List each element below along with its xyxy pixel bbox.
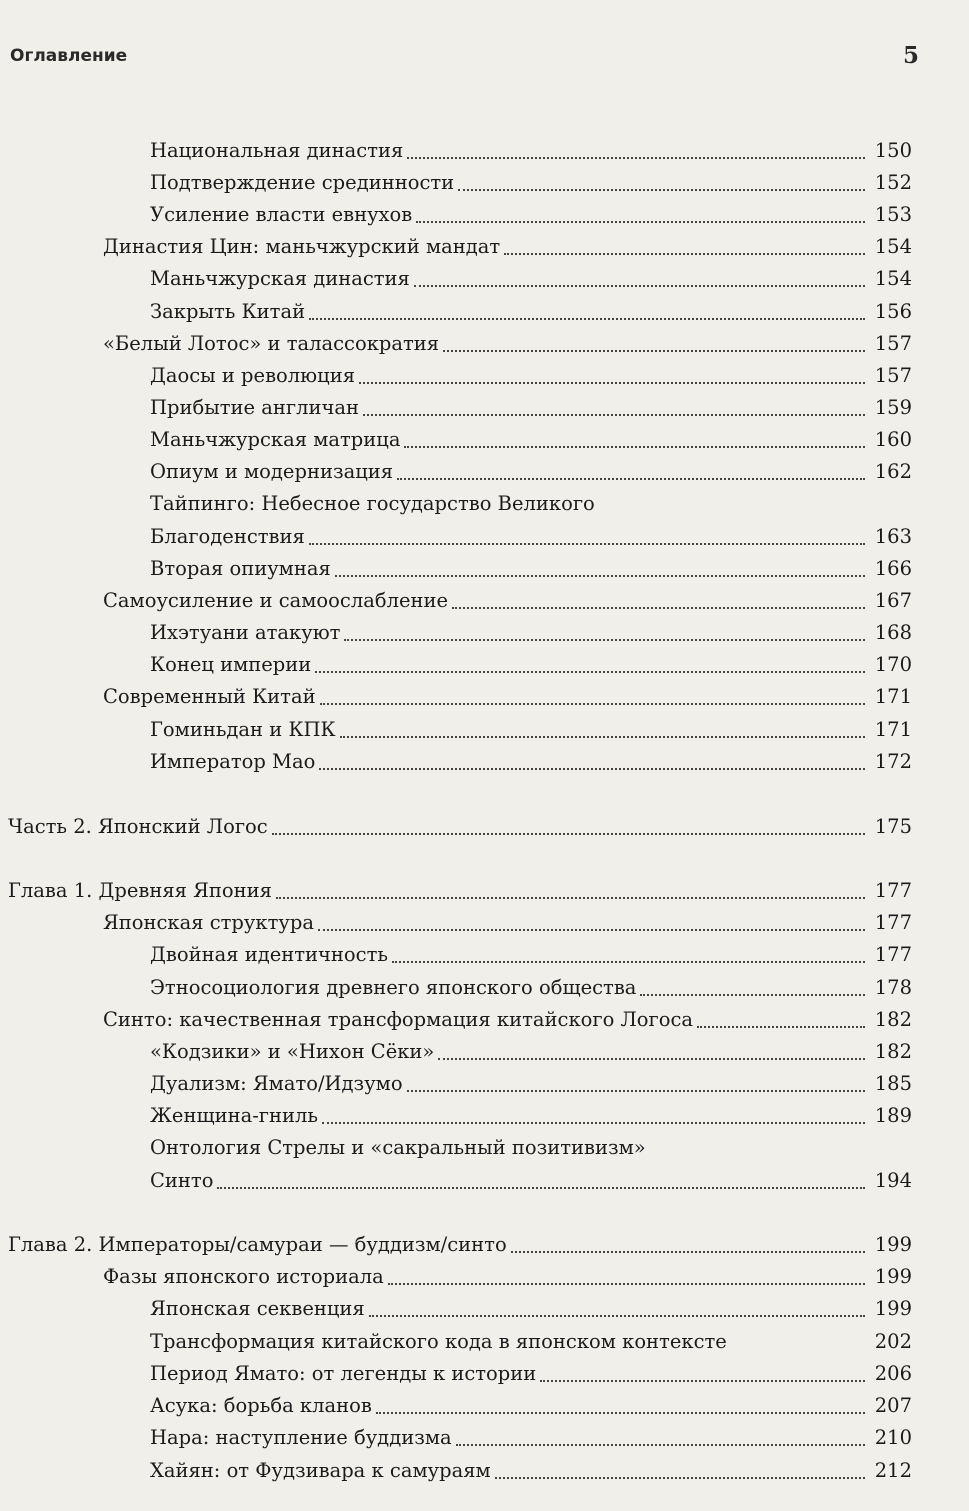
dot-leader <box>335 575 865 577</box>
toc-entry <box>0 1260 912 1294</box>
dot-leader <box>414 285 865 287</box>
toc-entry <box>0 359 912 393</box>
toc-entry <box>0 391 912 425</box>
dot-leader <box>397 478 865 480</box>
dot-leader <box>392 961 865 963</box>
toc-entry <box>0 971 912 1005</box>
dot-leader <box>344 639 865 641</box>
dot-leader <box>452 607 865 609</box>
toc-entry-page: 202 <box>869 1325 912 1359</box>
toc-entry-title: Тайпинго: Небесное государство Великого <box>150 492 595 515</box>
toc-entry-title: Современный Китай <box>103 680 318 714</box>
toc-entry-title: Часть 2. Японский Логос <box>8 810 270 844</box>
toc-entry-page: 150 <box>869 134 912 168</box>
dot-leader <box>458 189 865 191</box>
toc-entry-title: Национальная династия <box>150 134 405 168</box>
dot-leader <box>504 253 865 255</box>
toc-entry-title: Прибытие англичан <box>150 391 361 425</box>
toc-entry-page: 207 <box>869 1389 912 1423</box>
toc-entry-page: 199 <box>869 1292 912 1326</box>
toc-entry-page: 194 <box>869 1164 912 1198</box>
toc-entry <box>0 1131 912 1165</box>
toc-entry-page: 185 <box>869 1067 912 1101</box>
toc-entry-title: Японская секвенция <box>150 1292 367 1326</box>
toc-entry-page: 154 <box>869 262 912 296</box>
toc-entry-title: Глава 2. Императоры/самураи — буддизм/синто <box>8 1228 509 1262</box>
toc-entry <box>0 1325 912 1359</box>
dot-leader <box>319 768 865 770</box>
toc-entry-page: 168 <box>869 616 912 650</box>
toc-entry <box>0 1454 912 1488</box>
toc-entry <box>0 423 912 457</box>
toc-entry-page: 162 <box>869 455 912 489</box>
toc-entry-title: Асука: борьба кланов <box>150 1389 374 1423</box>
toc-entry-title: Двойная идентичность <box>150 938 390 972</box>
toc-entry-title: Ихэтуани атакуют <box>150 616 342 650</box>
toc-entry <box>0 198 912 232</box>
toc-entry-page: 175 <box>869 810 912 844</box>
toc-entry-title: Маньчжурская матрица <box>150 423 402 457</box>
toc-entry-page: 171 <box>869 713 912 747</box>
toc-entry-title: Синто: качественная трансформация китайского Логоса <box>103 1003 695 1037</box>
toc-entry <box>0 713 912 747</box>
toc-entry <box>0 1292 912 1326</box>
dot-leader <box>322 1122 865 1124</box>
toc-entry-page: 199 <box>869 1228 912 1262</box>
toc-entry <box>0 1228 912 1262</box>
toc-entry-title: Вторая опиумная <box>150 552 333 586</box>
toc-entry-title: Этносоциология древнего японского общества <box>150 971 638 1005</box>
toc-entry-page: 199 <box>869 1260 912 1294</box>
toc-entry-page: 153 <box>869 198 912 232</box>
toc-entry-page: 156 <box>869 295 912 329</box>
toc-entry <box>0 745 912 779</box>
toc-entry-title: Синто <box>150 1164 215 1198</box>
toc-entry <box>0 906 912 940</box>
toc-entry <box>0 874 912 908</box>
toc-entry-page: 154 <box>869 230 912 264</box>
dot-leader <box>363 414 865 416</box>
dot-leader <box>369 1315 865 1317</box>
running-header-title: Оглавление <box>10 46 128 66</box>
toc-entry <box>0 1067 912 1101</box>
toc-entry-page: 163 <box>869 520 912 554</box>
dot-leader <box>376 1412 865 1414</box>
dot-leader <box>309 318 865 320</box>
toc-entry-page: 172 <box>869 745 912 779</box>
toc-entry-title: «Белый Лотос» и талассократия <box>103 327 441 361</box>
toc-entry-page: 210 <box>869 1421 912 1455</box>
toc-entry <box>0 1099 912 1133</box>
toc-entry <box>0 1357 912 1391</box>
dot-leader <box>318 929 865 931</box>
dot-leader <box>438 1058 865 1060</box>
dot-leader <box>340 736 865 738</box>
toc-entry <box>0 1421 912 1455</box>
toc-entry-title: «Кодзики» и «Нихон Сёки» <box>150 1035 436 1069</box>
toc-entry-title: Трансформация китайского кода в японском контексте <box>150 1330 727 1353</box>
dot-leader <box>443 350 865 352</box>
toc-entry-page: 212 <box>869 1454 912 1488</box>
toc-entry-title: Самоусиление и самоослабление <box>103 584 450 618</box>
dot-leader <box>315 671 865 673</box>
dot-leader <box>309 543 865 545</box>
dot-leader <box>540 1380 865 1382</box>
toc-entry-page: 159 <box>869 391 912 425</box>
toc-entry <box>0 1164 912 1198</box>
toc-entry-title: Нара: наступление буддизма <box>150 1421 454 1455</box>
toc-entry-page: 152 <box>869 166 912 200</box>
page-number: 5 <box>902 42 919 69</box>
dot-leader <box>416 221 865 223</box>
toc-entry <box>0 584 912 618</box>
toc-entry <box>0 327 912 361</box>
toc-entry-title: Маньчжурская династия <box>150 262 412 296</box>
dot-leader <box>495 1477 865 1479</box>
dot-leader <box>272 833 865 835</box>
dot-leader <box>456 1444 865 1446</box>
toc-entry-page: 167 <box>869 584 912 618</box>
toc-entry <box>0 810 912 844</box>
toc-entry-page: 177 <box>869 906 912 940</box>
toc-entry <box>0 938 912 972</box>
toc-entry <box>0 134 912 168</box>
toc-entry-page: 160 <box>869 423 912 457</box>
dot-leader <box>320 703 865 705</box>
toc-entry <box>0 487 912 521</box>
toc-entry-title: Даосы и революция <box>150 359 357 393</box>
toc-entry-title: Дуализм: Ямато/Идзумо <box>150 1067 405 1101</box>
toc-entry-page: 182 <box>869 1035 912 1069</box>
toc-entry-page: 177 <box>869 938 912 972</box>
toc-entry-title: Закрыть Китай <box>150 295 307 329</box>
toc-entry-title: Опиум и модернизация <box>150 455 395 489</box>
dot-leader <box>407 157 865 159</box>
toc-entry-page: 157 <box>869 359 912 393</box>
toc-entry <box>0 262 912 296</box>
dot-leader <box>407 1090 865 1092</box>
dot-leader <box>640 994 865 996</box>
dot-leader <box>697 1026 865 1028</box>
toc-entry-title: Фазы японского историала <box>103 1260 386 1294</box>
toc-entry-title: Конец империи <box>150 648 313 682</box>
toc-entry <box>0 1035 912 1069</box>
toc-entry-page: 178 <box>869 971 912 1005</box>
toc-entry-page: 206 <box>869 1357 912 1391</box>
toc-entry <box>0 230 912 264</box>
toc-entry <box>0 648 912 682</box>
dot-leader <box>511 1251 865 1253</box>
toc-entry-page: 166 <box>869 552 912 586</box>
toc-entry <box>0 295 912 329</box>
toc-entry-title: Усиление власти евнухов <box>150 198 414 232</box>
toc-entry <box>0 552 912 586</box>
toc-entry <box>0 616 912 650</box>
toc-entry-title: Японская структура <box>103 906 316 940</box>
toc-entry <box>0 1389 912 1423</box>
dot-leader <box>388 1283 865 1285</box>
dot-leader <box>217 1187 865 1189</box>
toc-entry-title: Династия Цин: маньчжурский мандат <box>103 230 502 264</box>
toc-entry-title: Женщина-гниль <box>150 1099 320 1133</box>
toc-entry-title: Подтверждение срединности <box>150 166 456 200</box>
toc-entry-title: Благоденствия <box>150 520 307 554</box>
toc-entry-page: 189 <box>869 1099 912 1133</box>
dot-leader <box>276 897 865 899</box>
toc-entry <box>0 1003 912 1037</box>
toc-entry <box>0 520 912 554</box>
toc-entry-title: Хайян: от Фудзивара к самураям <box>150 1454 493 1488</box>
toc-entry-page: 157 <box>869 327 912 361</box>
toc-entry <box>0 455 912 489</box>
toc-entry <box>0 166 912 200</box>
toc-entry-page: 182 <box>869 1003 912 1037</box>
toc-entry-title: Онтология Стрелы и «сакральный позитивизм» <box>150 1136 646 1159</box>
dot-leader <box>404 446 865 448</box>
toc-entry-page: 170 <box>869 648 912 682</box>
toc-entry-title: Глава 1. Древняя Япония <box>8 874 274 908</box>
toc-entry-title: Гоминьдан и КПК <box>150 713 338 747</box>
toc-entry-title: Император Мао <box>150 745 317 779</box>
toc-entry-page: 177 <box>869 874 912 908</box>
toc-entry <box>0 680 912 714</box>
toc-entry-page: 171 <box>869 680 912 714</box>
toc-entry-title: Период Ямато: от легенды к истории <box>150 1357 538 1391</box>
dot-leader <box>359 382 865 384</box>
